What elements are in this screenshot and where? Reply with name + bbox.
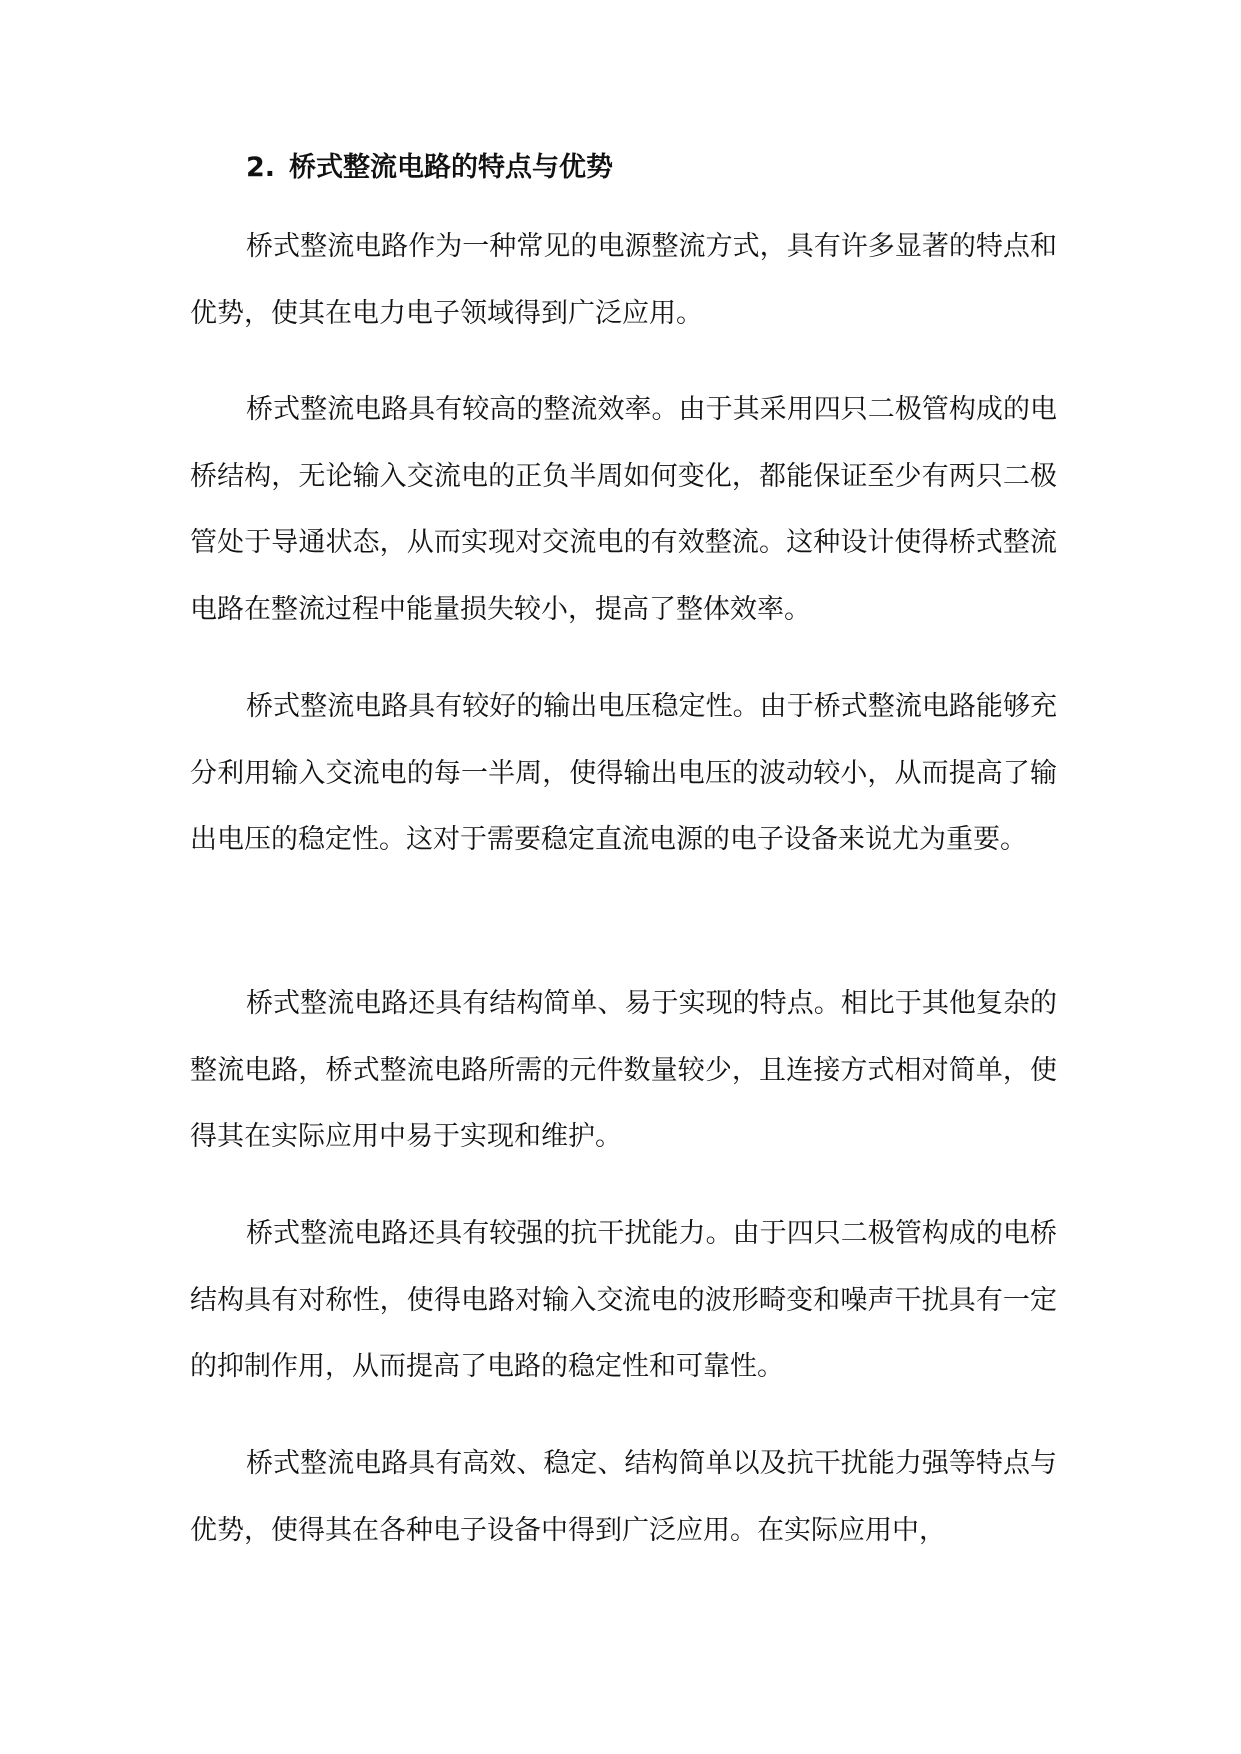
section-number: 2. xyxy=(246,152,276,183)
document-page xyxy=(190,0,1057,1754)
paragraph-efficiency: 桥式整流电路具有较高的整流效率。由于其采用四只二极管构成的电桥结构，无论输入交流电的正负半周如何变化，都能保证至少有两只二极管处于导通状态，从而实现对交流电的有效整流。这种设计使得桥式整流电路在整流过程中能量损失较小，提高了整体效率。 xyxy=(190,394,1057,625)
section-title: 桥式整流电路的特点与优势 xyxy=(289,152,614,183)
paragraph-anti-interference: 桥式整流电路还具有较强的抗干扰能力。由于四只二极管构成的电桥结构具有对称性，使得电路对输入交流电的波形畸变和噪声干扰具有一定的抑制作用，从而提高了电路的稳定性和可靠性。 xyxy=(190,1218,1057,1382)
paragraph-summary: 桥式整流电路具有高效、稳定、结构简单以及抗干扰能力强等特点与优势，使得其在各种电子设备中得到广泛应用。在实际应用中， xyxy=(190,1448,1057,1546)
paragraph-simple-structure: 桥式整流电路还具有结构简单、易于实现的特点。相比于其他复杂的整流电路，桥式整流电路所需的元件数量较少，且连接方式相对简单，使得其在实际应用中易于实现和维护。 xyxy=(190,988,1057,1152)
paragraph-voltage-stability: 桥式整流电路具有较好的输出电压稳定性。由于桥式整流电路能够充分利用输入交流电的每一半周，使得输出电压的波动较小，从而提高了输出电压的稳定性。这对于需要稳定直流电源的电子设备来说尤为重要。 xyxy=(190,691,1057,855)
section-heading xyxy=(246,148,613,188)
paragraph-intro: 桥式整流电路作为一种常见的电源整流方式，具有许多显著的特点和优势，使其在电力电子领域得到广泛应用。 xyxy=(190,231,1057,329)
